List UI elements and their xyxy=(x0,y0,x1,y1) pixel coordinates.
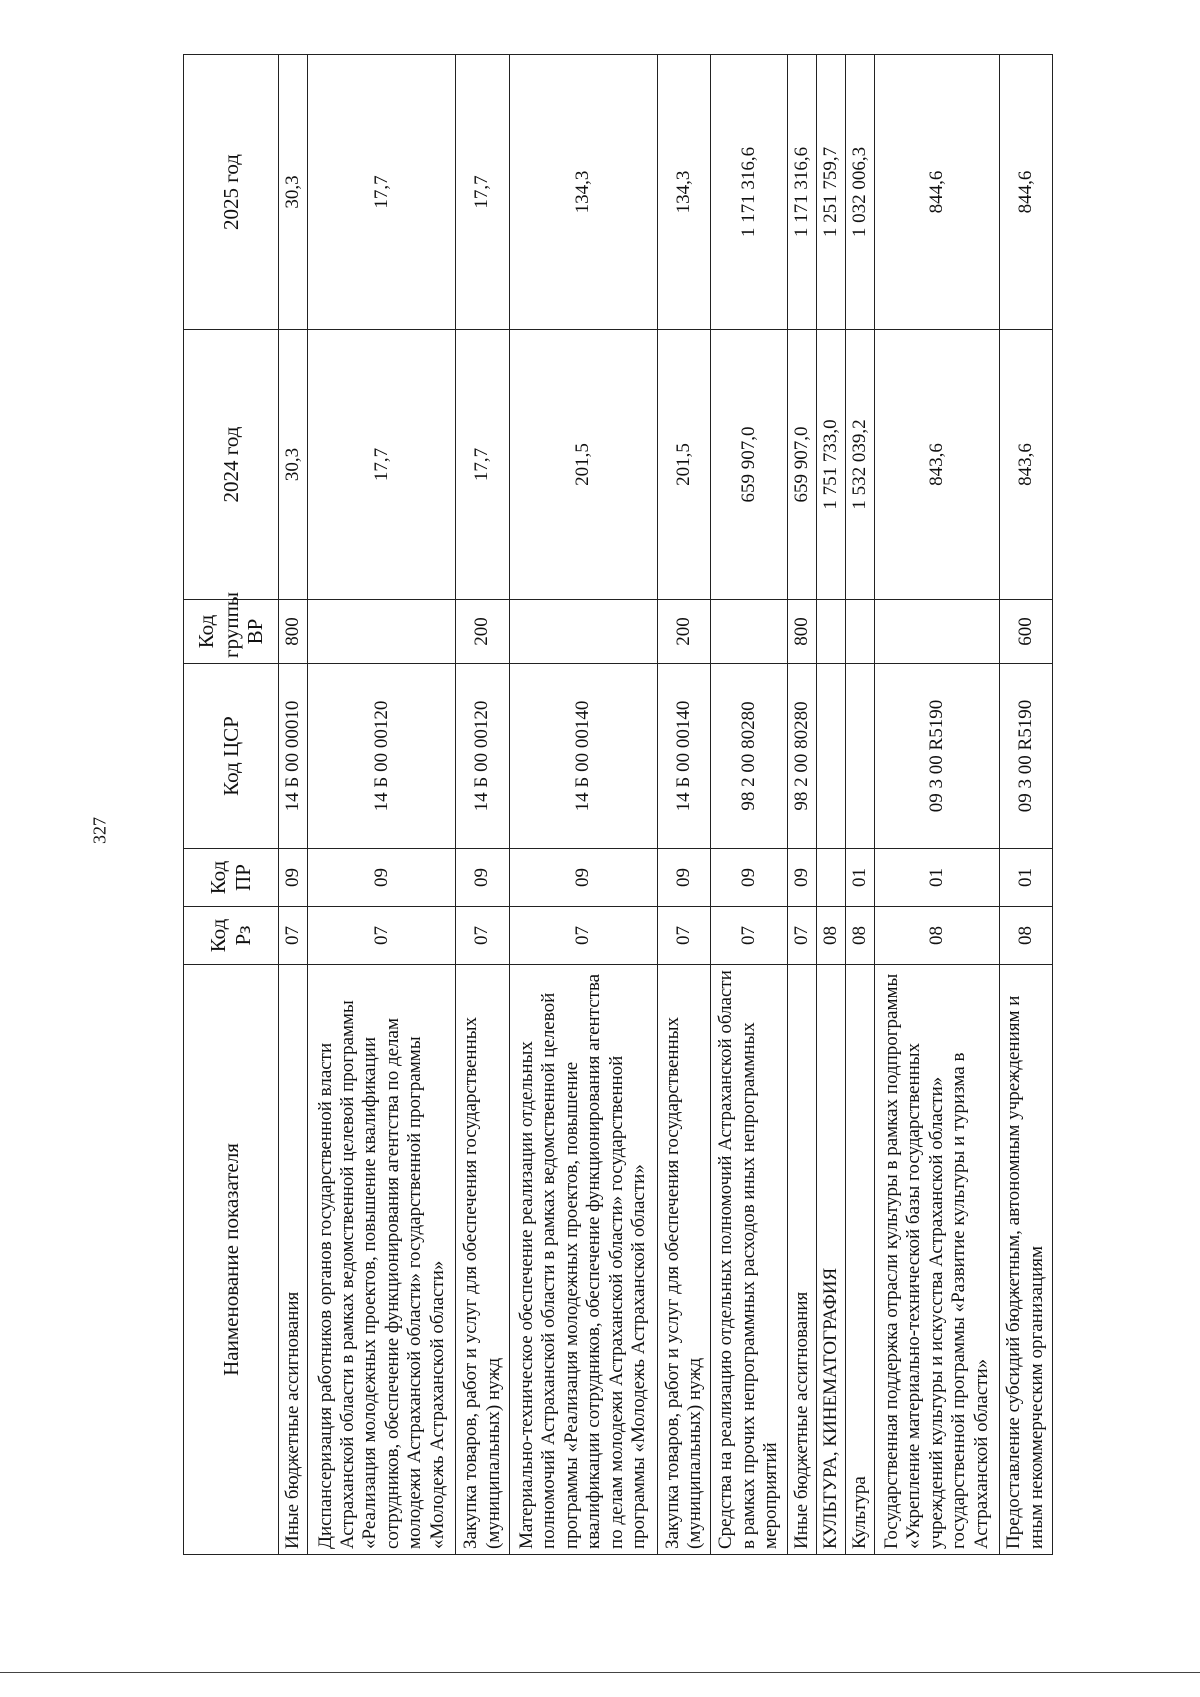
cell-csr xyxy=(817,664,846,849)
cell-name: Государственная поддержка отрасли культуры в рамках подпрограммы «Укрепление материально-технической базы государственных учреждений культуры и искусства Астраханской области» государственной программы «Развитие культуры и туризма в Астраханской области» xyxy=(875,965,999,1555)
cell-y2025: 1 171 316,6 xyxy=(787,55,816,330)
cell-pr: 01 xyxy=(846,849,875,907)
cell-y2025: 30,3 xyxy=(279,55,308,330)
cell-y2024: 17,7 xyxy=(456,330,509,600)
cell-pr: 09 xyxy=(657,849,710,907)
header-name: Наименование показателя xyxy=(184,965,279,1555)
cell-y2025: 134,3 xyxy=(657,55,710,330)
cell-csr: 14 Б 00 00140 xyxy=(509,664,657,849)
header-2024: 2024 год xyxy=(184,330,279,600)
cell-name: Закупка товаров, работ и услуг для обеспечения государственных (муниципальных) нужд xyxy=(456,965,509,1555)
cell-y2024: 843,6 xyxy=(875,330,999,600)
cell-vr: 200 xyxy=(456,600,509,664)
cell-rz: 07 xyxy=(308,907,456,965)
cell-rz: 07 xyxy=(711,907,788,965)
cell-pr: 01 xyxy=(875,849,999,907)
cell-vr xyxy=(846,600,875,664)
cell-y2025: 1 171 316,6 xyxy=(711,55,788,330)
cell-csr: 98 2 00 80280 xyxy=(711,664,788,849)
cell-name: Иные бюджетные ассигнования xyxy=(787,965,816,1555)
cell-y2024: 659 907,0 xyxy=(787,330,816,600)
cell-y2025: 1 032 006,3 xyxy=(846,55,875,330)
table-row xyxy=(787,55,816,1555)
cell-csr: 14 Б 00 00010 xyxy=(279,664,308,849)
header-rz: Код Рз xyxy=(184,907,279,965)
cell-y2025: 1 251 759,7 xyxy=(817,55,846,330)
table-row xyxy=(999,55,1052,1555)
rotated-table-wrapper xyxy=(183,55,1053,1555)
cell-y2024: 843,6 xyxy=(999,330,1052,600)
table-row xyxy=(509,55,657,1555)
cell-vr xyxy=(308,600,456,664)
cell-name: Материально-техническое обеспечение реализации отдельных полномочий Астраханской области в рамках ведомственной целевой программы «Реализация молодежных проектов, повышение квалификации сотрудников, обеспечение функционирования агентства по делам молодежи Астраханской области» государственной программы «Молодежь Астраханской области» xyxy=(509,965,657,1555)
cell-y2024: 201,5 xyxy=(657,330,710,600)
table-row xyxy=(657,55,710,1555)
cell-vr xyxy=(817,600,846,664)
cell-csr: 14 Б 00 00120 xyxy=(456,664,509,849)
cell-y2024: 17,7 xyxy=(308,330,456,600)
cell-name: Закупка товаров, работ и услуг для обеспечения государственных (муниципальных) нужд xyxy=(657,965,710,1555)
cell-pr: 09 xyxy=(787,849,816,907)
header-pr: Код ПР xyxy=(184,849,279,907)
cell-csr: 14 Б 00 00120 xyxy=(308,664,456,849)
cell-pr: 01 xyxy=(999,849,1052,907)
cell-vr: 800 xyxy=(787,600,816,664)
budget-table xyxy=(183,54,1053,1555)
cell-csr: 09 3 00 R5190 xyxy=(999,664,1052,849)
table-row xyxy=(846,55,875,1555)
cell-rz: 07 xyxy=(456,907,509,965)
cell-rz: 07 xyxy=(279,907,308,965)
cell-y2025: 134,3 xyxy=(509,55,657,330)
cell-rz: 07 xyxy=(657,907,710,965)
cell-name: КУЛЬТУРА, КИНЕМАТОГРАФИЯ xyxy=(817,965,846,1555)
page-number: 327 xyxy=(89,817,110,844)
cell-pr: 09 xyxy=(279,849,308,907)
cell-y2024: 201,5 xyxy=(509,330,657,600)
cell-rz: 08 xyxy=(875,907,999,965)
table-row xyxy=(817,55,846,1555)
cell-y2025: 844,6 xyxy=(875,55,999,330)
header-row xyxy=(184,55,279,1555)
cell-vr: 800 xyxy=(279,600,308,664)
cell-y2025: 17,7 xyxy=(456,55,509,330)
page-bottom-line xyxy=(0,1672,1200,1673)
cell-csr: 98 2 00 80280 xyxy=(787,664,816,849)
cell-rz: 08 xyxy=(846,907,875,965)
cell-name: Иные бюджетные ассигнования xyxy=(279,965,308,1555)
cell-y2024: 30,3 xyxy=(279,330,308,600)
cell-name: Предоставление субсидий бюджетным, автономным учреждениям и иным некоммерческим организациям xyxy=(999,965,1052,1555)
header-2025: 2025 год xyxy=(184,55,279,330)
cell-rz: 08 xyxy=(817,907,846,965)
cell-y2024: 1 751 733,0 xyxy=(817,330,846,600)
cell-vr xyxy=(711,600,788,664)
cell-csr xyxy=(846,664,875,849)
cell-name: Диспансеризация работников органов государственной власти Астраханской области в рамках ведомственной целевой программы «Реализация молодежных проектов, повышение квалификации сотрудников, обеспечение функционирования агентства по делам молодежи Астраханской области» государственной программы «Молодежь Астраханской области» xyxy=(308,965,456,1555)
header-csr: Код ЦСР xyxy=(184,664,279,849)
table-row xyxy=(456,55,509,1555)
table-row xyxy=(711,55,788,1555)
cell-rz: 08 xyxy=(999,907,1052,965)
table-row xyxy=(308,55,456,1555)
cell-name: Средства на реализацию отдельных полномочий Астраханской области в рамках прочих непрограммных расходов иных непрограммных мероприятий xyxy=(711,965,788,1555)
cell-rz: 07 xyxy=(509,907,657,965)
cell-vr: 200 xyxy=(657,600,710,664)
cell-name: Культура xyxy=(846,965,875,1555)
cell-rz: 07 xyxy=(787,907,816,965)
cell-pr: 09 xyxy=(308,849,456,907)
cell-vr xyxy=(875,600,999,664)
cell-vr: 600 xyxy=(999,600,1052,664)
cell-csr: 09 3 00 R5190 xyxy=(875,664,999,849)
cell-pr: 09 xyxy=(509,849,657,907)
cell-y2025: 844,6 xyxy=(999,55,1052,330)
cell-vr xyxy=(509,600,657,664)
header-vr: Код группы ВР xyxy=(184,600,279,664)
cell-pr: 09 xyxy=(456,849,509,907)
cell-csr: 14 Б 00 00140 xyxy=(657,664,710,849)
cell-y2025: 17,7 xyxy=(308,55,456,330)
cell-y2024: 659 907,0 xyxy=(711,330,788,600)
cell-y2024: 1 532 039,2 xyxy=(846,330,875,600)
table-row xyxy=(875,55,999,1555)
cell-pr xyxy=(817,849,846,907)
cell-pr: 09 xyxy=(711,849,788,907)
table-row xyxy=(279,55,308,1555)
